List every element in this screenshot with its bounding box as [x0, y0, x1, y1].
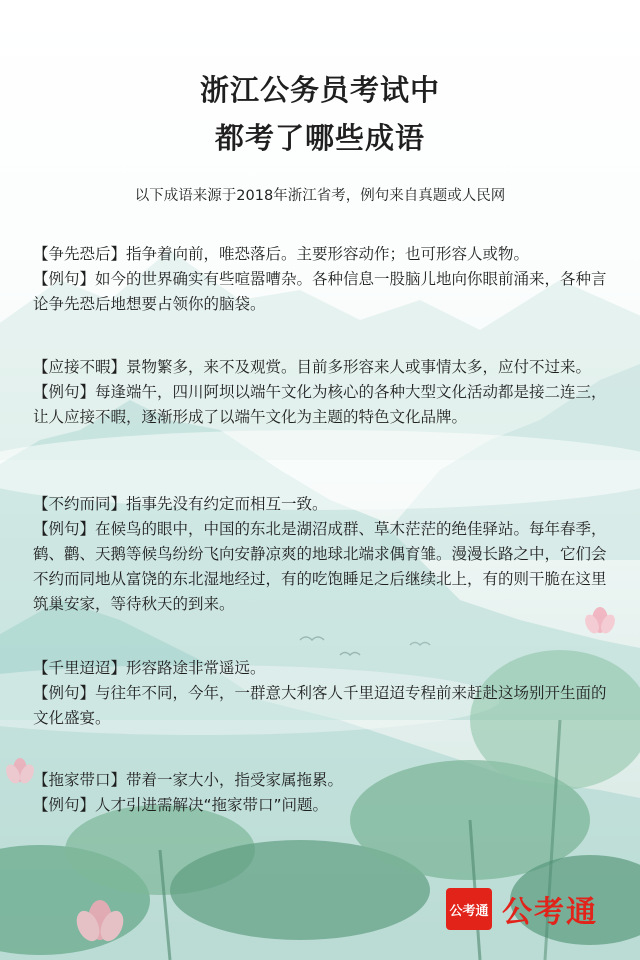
idiom-definition: 【不约而同】指事先没有约定而相互一致。	[33, 495, 328, 513]
logo-badge: 公考通	[446, 888, 492, 930]
idiom-definition: 【争先恐后】指争着向前，唯恐落后。主要形容动作；也可形容人或物。	[33, 245, 530, 263]
page-title-line1: 浙江公务员考试中	[199, 73, 440, 107]
idiom-example: 【例句】每逢端午，四川阿坝以端午文化为核心的各种大型文化活动都是接二连三，让人应接不暇，逐渐形成了以端午文化为主题的特色文化品牌。	[33, 383, 607, 426]
idiom-example: 【例句】与往年不同，今年，一群意大利客人千里迢迢专程前来赶赴这场别开生面的文化盛宴。	[33, 684, 607, 727]
idiom-entry	[33, 656, 611, 731]
brand-logo	[446, 887, 616, 931]
idiom-definition: 【应接不暇】景物繁多，来不及观赏。目前多形容来人或事情太多，应付不过来。	[33, 358, 592, 376]
idiom-definition: 【拖家带口】带着一家大小，指受家属拖累。	[33, 771, 344, 789]
idiom-entry	[33, 768, 611, 818]
idiom-entry	[33, 355, 611, 430]
page-title-line2: 都考了哪些成语	[214, 121, 425, 155]
idiom-example: 【例句】在候鸟的眼中，中国的东北是湖沼成群、草木茫茫的绝佳驿站。每年春季，鹤、鹳、天鹅等候鸟纷纷飞向安静凉爽的地球北端求偶育雏。漫漫长路之中，它们会不约而同地从富饶的东北湿地经过，有的吃饱睡足之后继续北上，有的则干脆在这里筑巢安家，等待秋天的到来。	[33, 520, 607, 613]
subtitle: 以下成语来源于2018年浙江省考，例句来自真题或人民网	[134, 188, 506, 204]
idiom-example: 【例句】如今的世界确实有些喧嚣嘈杂。各种信息一股脑儿地向你眼前涌来，各种言论争先恐后地想要占领你的脑袋。	[33, 270, 607, 313]
idiom-entry	[33, 492, 611, 617]
idiom-example: 【例句】人才引进需解决“拖家带口”问题。	[33, 796, 329, 814]
idiom-entry	[33, 242, 611, 317]
logo-text: 公考通	[502, 895, 598, 930]
idiom-definition: 【千里迢迢】形容路途非常遥远。	[33, 659, 266, 677]
